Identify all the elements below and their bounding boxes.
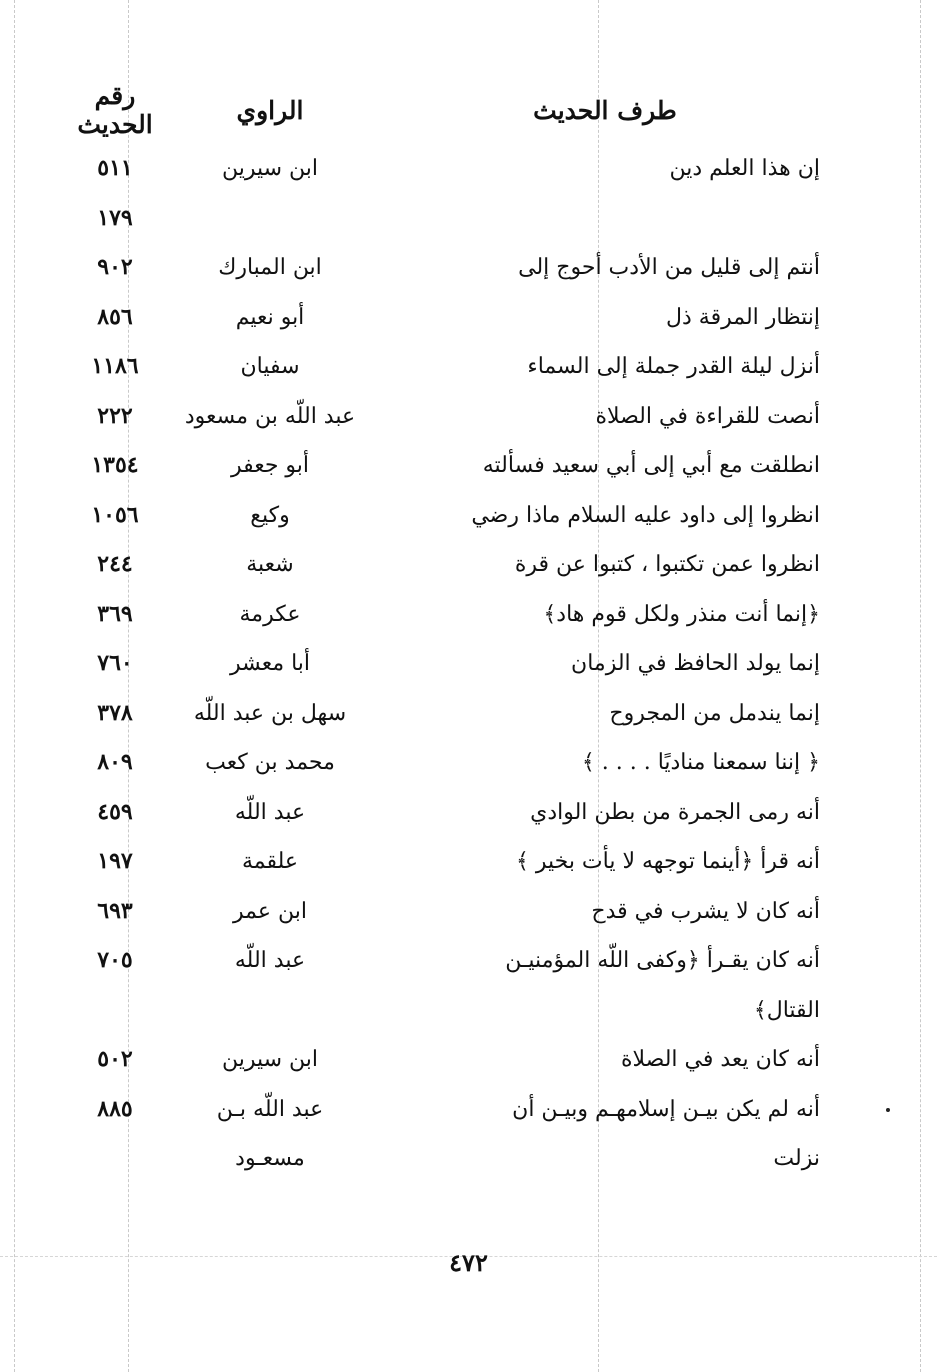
narrator: عبد اللّه بـن — [216, 1096, 324, 1122]
hadith-number: ٢٤٤ — [97, 551, 133, 577]
table-row — [60, 590, 840, 640]
hadith-number: ٨٥٦ — [97, 303, 133, 330]
narrator: ابن المبارك — [218, 255, 322, 280]
narrator: ابن سيرين — [221, 1047, 319, 1072]
hadith-number: ٨٨٥ — [97, 1095, 133, 1122]
table-row — [60, 1035, 840, 1085]
narrator: عكرمة — [239, 601, 301, 627]
table-row — [60, 837, 840, 887]
hadith-text: أنه كان لا يشرب في قدح — [591, 898, 820, 924]
hadith-text: إنما يندمل من المجروح — [609, 700, 820, 726]
hadith-text: انظروا عمن تكتبوا ، كتبوا عن قرة — [514, 552, 820, 577]
table-row — [60, 194, 840, 244]
narrator: أبو نعيم — [235, 304, 305, 330]
table-row — [60, 243, 840, 293]
table-header — [60, 80, 840, 140]
narrator: عبد اللّه — [234, 799, 306, 825]
hadith-text: ﴿ إننا سمعنا مناديًا . . . . ﴾ — [581, 750, 820, 775]
hadith-text: القتال﴾ — [753, 997, 820, 1023]
hadith-number: ٣٦٩ — [97, 600, 133, 627]
narrator: شعبة — [246, 552, 294, 577]
table-row — [60, 491, 840, 541]
hadith-text: إنما يولد الحافظ في الزمان — [571, 651, 820, 676]
narrator: ابن عمر — [233, 898, 307, 924]
hadith-text: أنه قرأ ﴿أينما توجهه لا يأت بخير ﴾ — [515, 849, 820, 874]
hadith-index-table — [60, 144, 840, 1184]
narrator: أبا معشر — [229, 651, 311, 676]
table-row — [60, 540, 840, 590]
header-hadith-text — [370, 96, 840, 125]
narrator: عبد اللّه — [234, 948, 306, 973]
hadith-text: أنه رمى الجمرة من بطن الوادي — [530, 799, 820, 825]
hadith-number: ٩٠٢ — [97, 254, 133, 280]
header-hadith-text-label: طرف الحديث — [533, 95, 677, 125]
hadith-text: أنه كان يقـرأ ﴿وكفى اللّه المؤمنيـن — [505, 948, 820, 973]
scan-guide-line — [920, 0, 921, 1372]
table-row — [60, 936, 840, 986]
hadith-text: أنزل ليلة القدر جملة إلى السماء — [527, 354, 820, 379]
table-row — [60, 342, 840, 392]
scan-guide-line — [14, 0, 15, 1372]
table-row — [60, 689, 840, 739]
table-row — [60, 986, 840, 1036]
hadith-number: ٧٦٠ — [97, 650, 133, 676]
narrator: علقمة — [241, 849, 299, 874]
table-row — [60, 293, 840, 343]
narrator: عبد اللّه بن مسعود — [184, 403, 356, 429]
table-row — [60, 441, 840, 491]
hadith-text: أنتم إلى قليل من الأدب أحوج إلى — [518, 255, 820, 280]
hadith-number: ٤٥٩ — [97, 798, 133, 825]
table-row — [60, 639, 840, 689]
table-row — [60, 392, 840, 442]
narrator: أبو جعفر — [230, 453, 310, 478]
hadith-text: إنتظار المرقة ذل — [666, 304, 820, 330]
header-narrator-label: الراوي — [236, 95, 304, 125]
hadith-number: ٥١١ — [97, 155, 133, 181]
narrator: سفيان — [240, 354, 300, 379]
hadith-number: ٣٧٨ — [97, 699, 133, 726]
table-row — [60, 1085, 840, 1135]
narrator: ابن سيرين — [221, 156, 319, 181]
table-row — [60, 1134, 840, 1184]
hadith-number: ١١٨٦ — [91, 353, 139, 379]
hadith-text: أنه لم يكن بيـن إسلامهـم وبيـن أن — [512, 1096, 820, 1122]
hadith-number: ٨٠٩ — [97, 749, 133, 775]
header-number — [60, 81, 170, 139]
hadith-number: ٥٠٢ — [97, 1046, 133, 1072]
hadith-text: أنه كان يعد في الصلاة — [620, 1047, 820, 1072]
hadith-number: ٧٠٥ — [97, 947, 133, 973]
stray-ink-dot — [886, 1108, 890, 1112]
header-narrator — [170, 96, 370, 125]
hadith-number: ٢٢٢ — [97, 402, 133, 429]
narrator: محمد بن كعب — [205, 750, 335, 775]
narrator: مسعـود — [235, 1146, 305, 1171]
hadith-number: ١٣٥٤ — [91, 452, 139, 478]
hadith-text: نزلت — [773, 1146, 820, 1171]
hadith-text: أنصت للقراءة في الصلاة — [595, 403, 820, 429]
table-row — [60, 887, 840, 937]
hadith-text: ﴿إنما أنت منذر ولكل قوم هاد﴾ — [543, 601, 820, 627]
narrator: وكيع — [250, 502, 290, 528]
table-row — [60, 144, 840, 194]
hadith-number: ١٠٥٦ — [91, 501, 139, 528]
narrator: سهل بن عبد اللّه — [193, 700, 347, 726]
hadith-text: إن هذا العلم دين — [669, 156, 820, 181]
header-number-label: رقم الحديث — [77, 81, 153, 139]
table-row — [60, 788, 840, 838]
page-number: ٤٧٢ — [449, 1248, 488, 1277]
hadith-text: انظروا إلى داود عليه السلام ماذا رضي — [471, 502, 820, 528]
table-row — [60, 738, 840, 788]
hadith-number: ١٧٩ — [97, 204, 133, 231]
hadith-number: ١٩٧ — [97, 848, 133, 874]
hadith-text: انطلقت مع أبي إلى أبي سعيد فسألته — [482, 453, 820, 478]
hadith-number: ٦٩٣ — [97, 897, 133, 924]
index-page — [60, 80, 840, 1184]
